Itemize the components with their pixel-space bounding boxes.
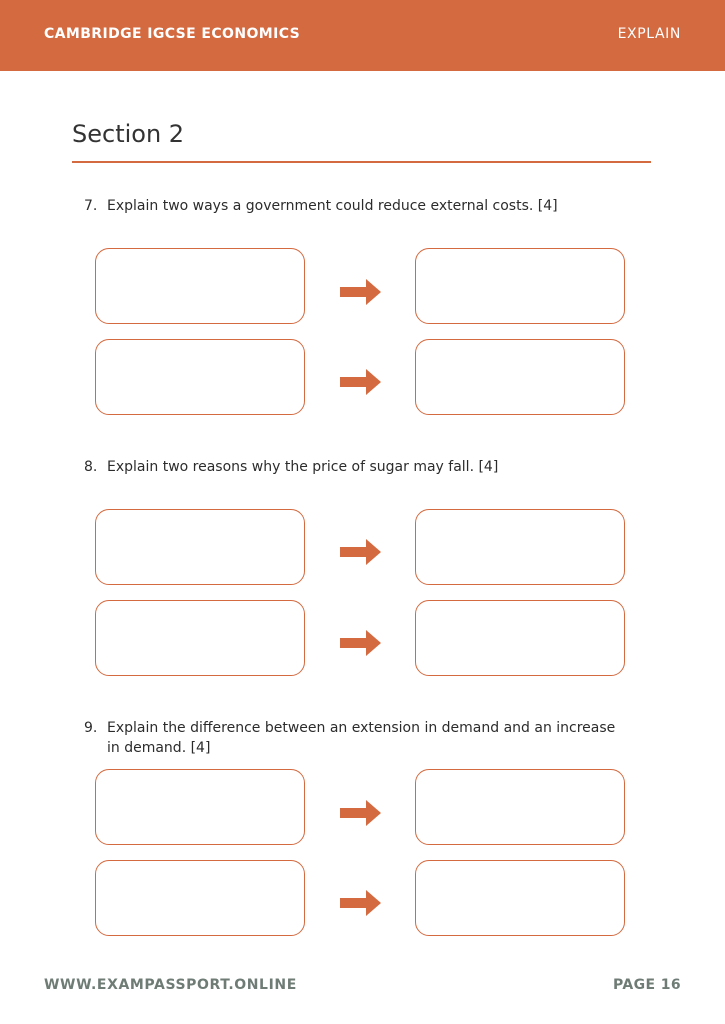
section-divider [72, 161, 651, 163]
arrow-right-icon [340, 538, 382, 566]
answer-box-q8-row2-left[interactable] [95, 600, 305, 676]
answer-box-q9-row1-right[interactable] [415, 769, 625, 845]
answer-box-q7-row1-right[interactable] [415, 248, 625, 324]
answer-box-q8-row1-left[interactable] [95, 509, 305, 585]
header-title: CAMBRIDGE IGCSE ECONOMICS [44, 26, 301, 42]
arrow-right-icon [340, 278, 382, 306]
question-text: Explain two ways a government could reduce external costs. [4] [107, 198, 558, 214]
question-text: Explain the difference between an extension in demand and an increase in demand. [4] [107, 720, 616, 756]
answer-box-q7-row2-right[interactable] [415, 339, 625, 415]
footer-page-number: PAGE 16 [612, 977, 681, 993]
question-number: 9. [84, 720, 98, 736]
answer-box-q7-row1-left[interactable] [95, 248, 305, 324]
answer-box-q9-row2-right[interactable] [415, 860, 625, 936]
header-tag: EXPLAIN [617, 26, 681, 42]
question-9 [84, 718, 629, 758]
answer-box-q9-row1-left[interactable] [95, 769, 305, 845]
answer-box-q7-row2-left[interactable] [95, 339, 305, 415]
answer-box-q9-row2-left[interactable] [95, 860, 305, 936]
arrow-right-icon [340, 368, 382, 396]
question-number: 7. [84, 198, 98, 214]
question-7 [84, 196, 644, 216]
question-text: Explain two reasons why the price of sugar may fall. [4] [107, 459, 499, 475]
answer-box-q8-row2-right[interactable] [415, 600, 625, 676]
question-number: 8. [84, 459, 98, 475]
arrow-right-icon [340, 629, 382, 657]
section-title: Section 2 [72, 120, 185, 148]
arrow-right-icon [340, 889, 382, 917]
question-8 [84, 457, 644, 477]
answer-box-q8-row1-right[interactable] [415, 509, 625, 585]
footer-website[interactable]: WWW.EXAMPASSPORT.ONLINE [44, 977, 297, 993]
arrow-right-icon [340, 799, 382, 827]
page-header [0, 0, 725, 71]
